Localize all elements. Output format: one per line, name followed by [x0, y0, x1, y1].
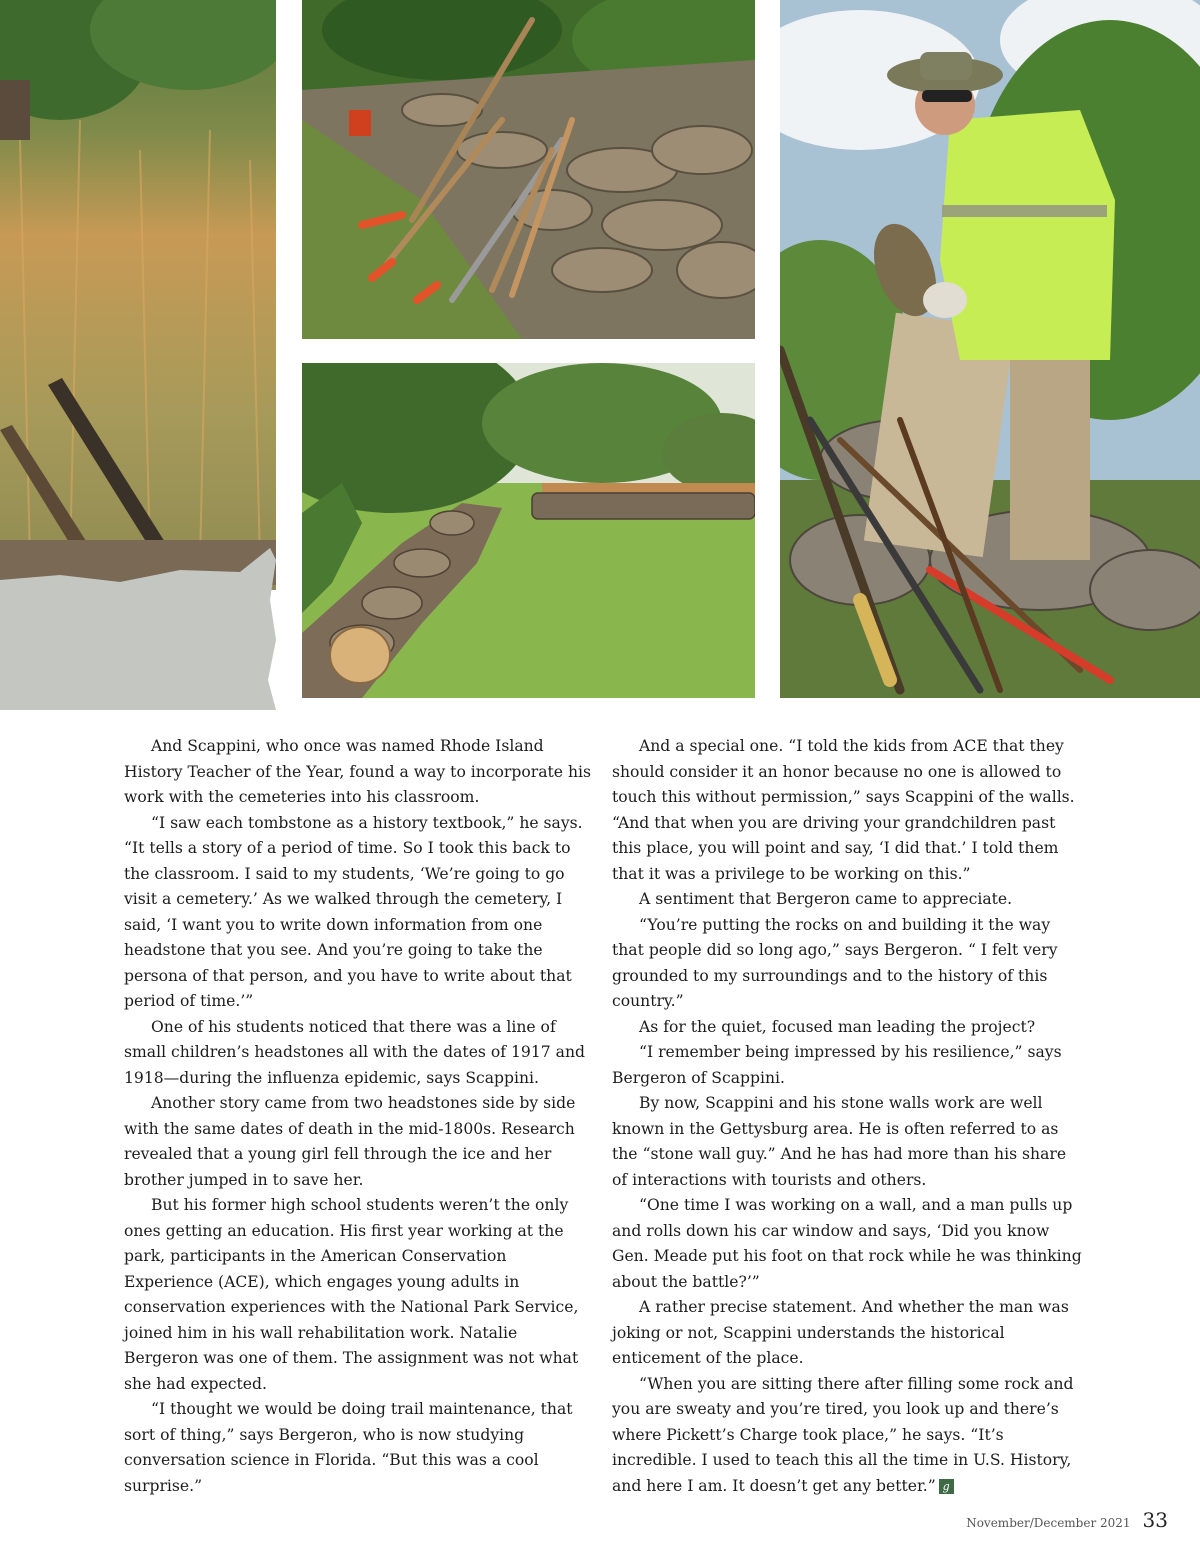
end-mark-icon: g	[939, 1479, 954, 1494]
paragraph: “I thought we would be doing trail maintenance, that sort of thing,” says Bergeron, who is now studying conversation science in Florida. “But this was a cool surprise.”	[124, 1400, 573, 1495]
photo-tools-wall	[302, 0, 755, 339]
paragraph: But his former high school students weren’t the only ones getting an education. His first year working at the park, participants in the American Conservation Experience (ACE), which engages young adults in conservation experiences with the National Park Service, joined him in his wall rehabilitation work. Natalie Bergeron was one of them. The assignment was not what she had expected.	[124, 1196, 579, 1393]
photo-wall-path	[302, 363, 755, 698]
paragraph: “You’re putting the rocks on and building it the way that people did so long ago,” says Bergeron. “ I felt very grounded to my surroundings and to the history of this country.”	[612, 915, 1058, 1010]
photo-field-fence	[0, 0, 276, 710]
paragraph: “I remember being impressed by his resilience,” says Bergeron of Scappini.	[612, 1043, 1062, 1087]
paragraph: And a special one. “I told the kids from ACE that they should consider it an honor because no one is allowed to touch this without permission,” says Scappini of the walls. “And that when you are driving your grandchildren past this place, you will point and say, ‘I did that.’ I told them that it was a privilege to be working on this.”	[612, 737, 1075, 883]
paragraph: “One time I was working on a wall, and a man pulls up and rolls down his car window and says, ‘Did you know Gen. Meade put his foot on that rock while he was thinking about the battle?’”	[612, 1196, 1082, 1291]
page-footer	[966, 1508, 1168, 1532]
article-column-left	[124, 734, 592, 1499]
paragraph: “I saw each tombstone as a history textbook,” he says. “It tells a story of a period of time. So I took this back to the classroom. I said to my students, ‘We’re going to go visit a cemetery.’ As we walked through the cemetery, I said, ‘I want you to write down information from one headstone that you see. And you’re going to take the persona of that person, and you have to write about that period of time.’”	[124, 813, 583, 1010]
photo-worker	[780, 0, 1200, 698]
article-column-right	[612, 734, 1082, 1499]
issue-date: November/December 2021	[966, 1516, 1131, 1530]
paragraph: And Scappini, who once was named Rhode Island History Teacher of the Year, found a way to incorporate his work with the cemeteries into his classroom.	[124, 737, 591, 806]
paragraph: As for the quiet, focused man leading the project?	[639, 1017, 1036, 1036]
paragraph: A sentiment that Bergeron came to appreciate.	[639, 890, 1013, 908]
page-number: 33	[1142, 1508, 1168, 1532]
paragraph: Another story came from two headstones side by side with the same dates of death in the mid-1800s. Research revealed that a young girl fell through the ice and her brother jumped in to save her.	[124, 1094, 576, 1189]
paragraph-final-text: “When you are sitting there after filling some rock and you are sweaty and you’re tired, you look up and there’s where Pickett’s Charge took place,” he says. “It’s incredible. I used to teach this all the time in U.S. History, and here I am. It doesn’t get any better.”	[612, 1374, 1074, 1495]
paragraph: One of his students noticed that there was a line of small children’s headstones all with the dates of 1917 and 1918—during the influenza epidemic, says Scappini.	[124, 1017, 585, 1087]
paragraph-final	[612, 1372, 1082, 1500]
paragraph: By now, Scappini and his stone walls work are well known in the Gettysburg area. He is often referred to as the “stone wall guy.” And he has had more than his share of interactions with tourists and others.	[612, 1094, 1067, 1189]
paragraph: A rather precise statement. And whether the man was joking or not, Scappini understands the historical enticement of the place.	[612, 1298, 1069, 1367]
